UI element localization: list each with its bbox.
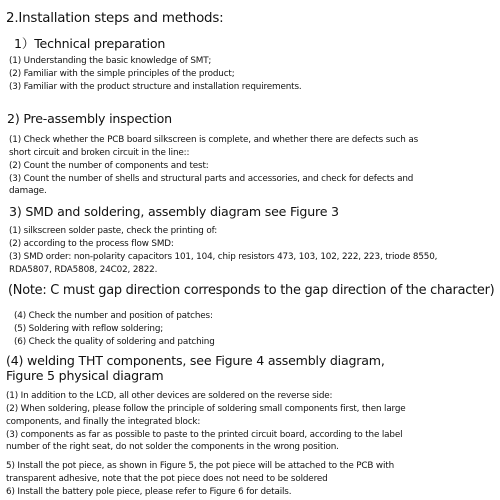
text-line: (1) Check whether the PCB board silkscreen is complete, and whether there are defects such as xyxy=(9,135,418,145)
text-line: (2) Familiar with the simple principles of the product; xyxy=(9,69,235,79)
text-line: (2) When soldering, please follow the principle of soldering small components first, then large xyxy=(6,404,406,414)
gap-direction-note: (Note: C must gap direction corresponds to the gap direction of the character) xyxy=(8,283,495,298)
text-line: (3) SMD order: non-polarity capacitors 101, 104, chip resistors 473, 103, 102, 222, 223, triode 8550, xyxy=(9,252,438,262)
text-line: (1) Understanding the basic knowledge of SMT; xyxy=(9,56,212,66)
text-line: 6) Install the battery pole piece, please refer to Figure 6 for details. xyxy=(6,487,292,497)
text-line: short circuit and broken circuit in the line:: xyxy=(9,148,190,158)
section-heading-tht-welding-cont: Figure 5 physical diagram xyxy=(6,368,164,383)
text-line: (1) In addition to the LCD, all other devices are soldered on the reverse side: xyxy=(6,391,333,401)
section-heading-technical-preparation: 1）Technical preparation xyxy=(14,36,166,51)
text-line: (2) Count the number of components and test: xyxy=(9,161,209,171)
text-line: (5) Soldering with reflow soldering; xyxy=(14,324,164,334)
text-line: (3) Count the number of shells and structural parts and accessories, and check for defects and xyxy=(9,174,414,184)
text-line: (2) according to the process flow SMD: xyxy=(9,239,174,249)
text-line: (4) Check the number and position of patches: xyxy=(14,311,213,321)
text-line: (3) components as far as possible to paste to the printed circuit board, according to the label xyxy=(6,430,403,440)
text-line: 5) Install the pot piece, as shown in Figure 5, the pot piece will be attached to the PCB with xyxy=(6,461,394,471)
section-heading-tht-welding: (4) welding THT components, see Figure 4 assembly diagram, xyxy=(6,353,385,368)
text-line: (6) Check the quality of soldering and patching xyxy=(14,337,215,347)
text-line: transparent adhesive, note that the pot piece does not need to be soldered xyxy=(6,474,328,484)
section-heading-pre-assembly-inspection: 2) Pre-assembly inspection xyxy=(7,111,172,126)
text-line: number of the right seat, do not solder the components in the wrong position. xyxy=(6,442,339,452)
document-title: 2.Installation steps and methods: xyxy=(6,11,224,26)
text-line: (1) silkscreen solder paste, check the printing of: xyxy=(9,226,218,236)
text-line: damage. xyxy=(9,186,47,196)
section-heading-smd-soldering: 3) SMD and soldering, assembly diagram see Figure 3 xyxy=(9,204,339,219)
text-line: (3) Familiar with the product structure and installation requirements. xyxy=(9,82,302,92)
text-line: RDA5807, RDA5808, 24C02, 2822. xyxy=(9,265,158,275)
text-line: components, and finally the integrated block: xyxy=(6,417,201,427)
